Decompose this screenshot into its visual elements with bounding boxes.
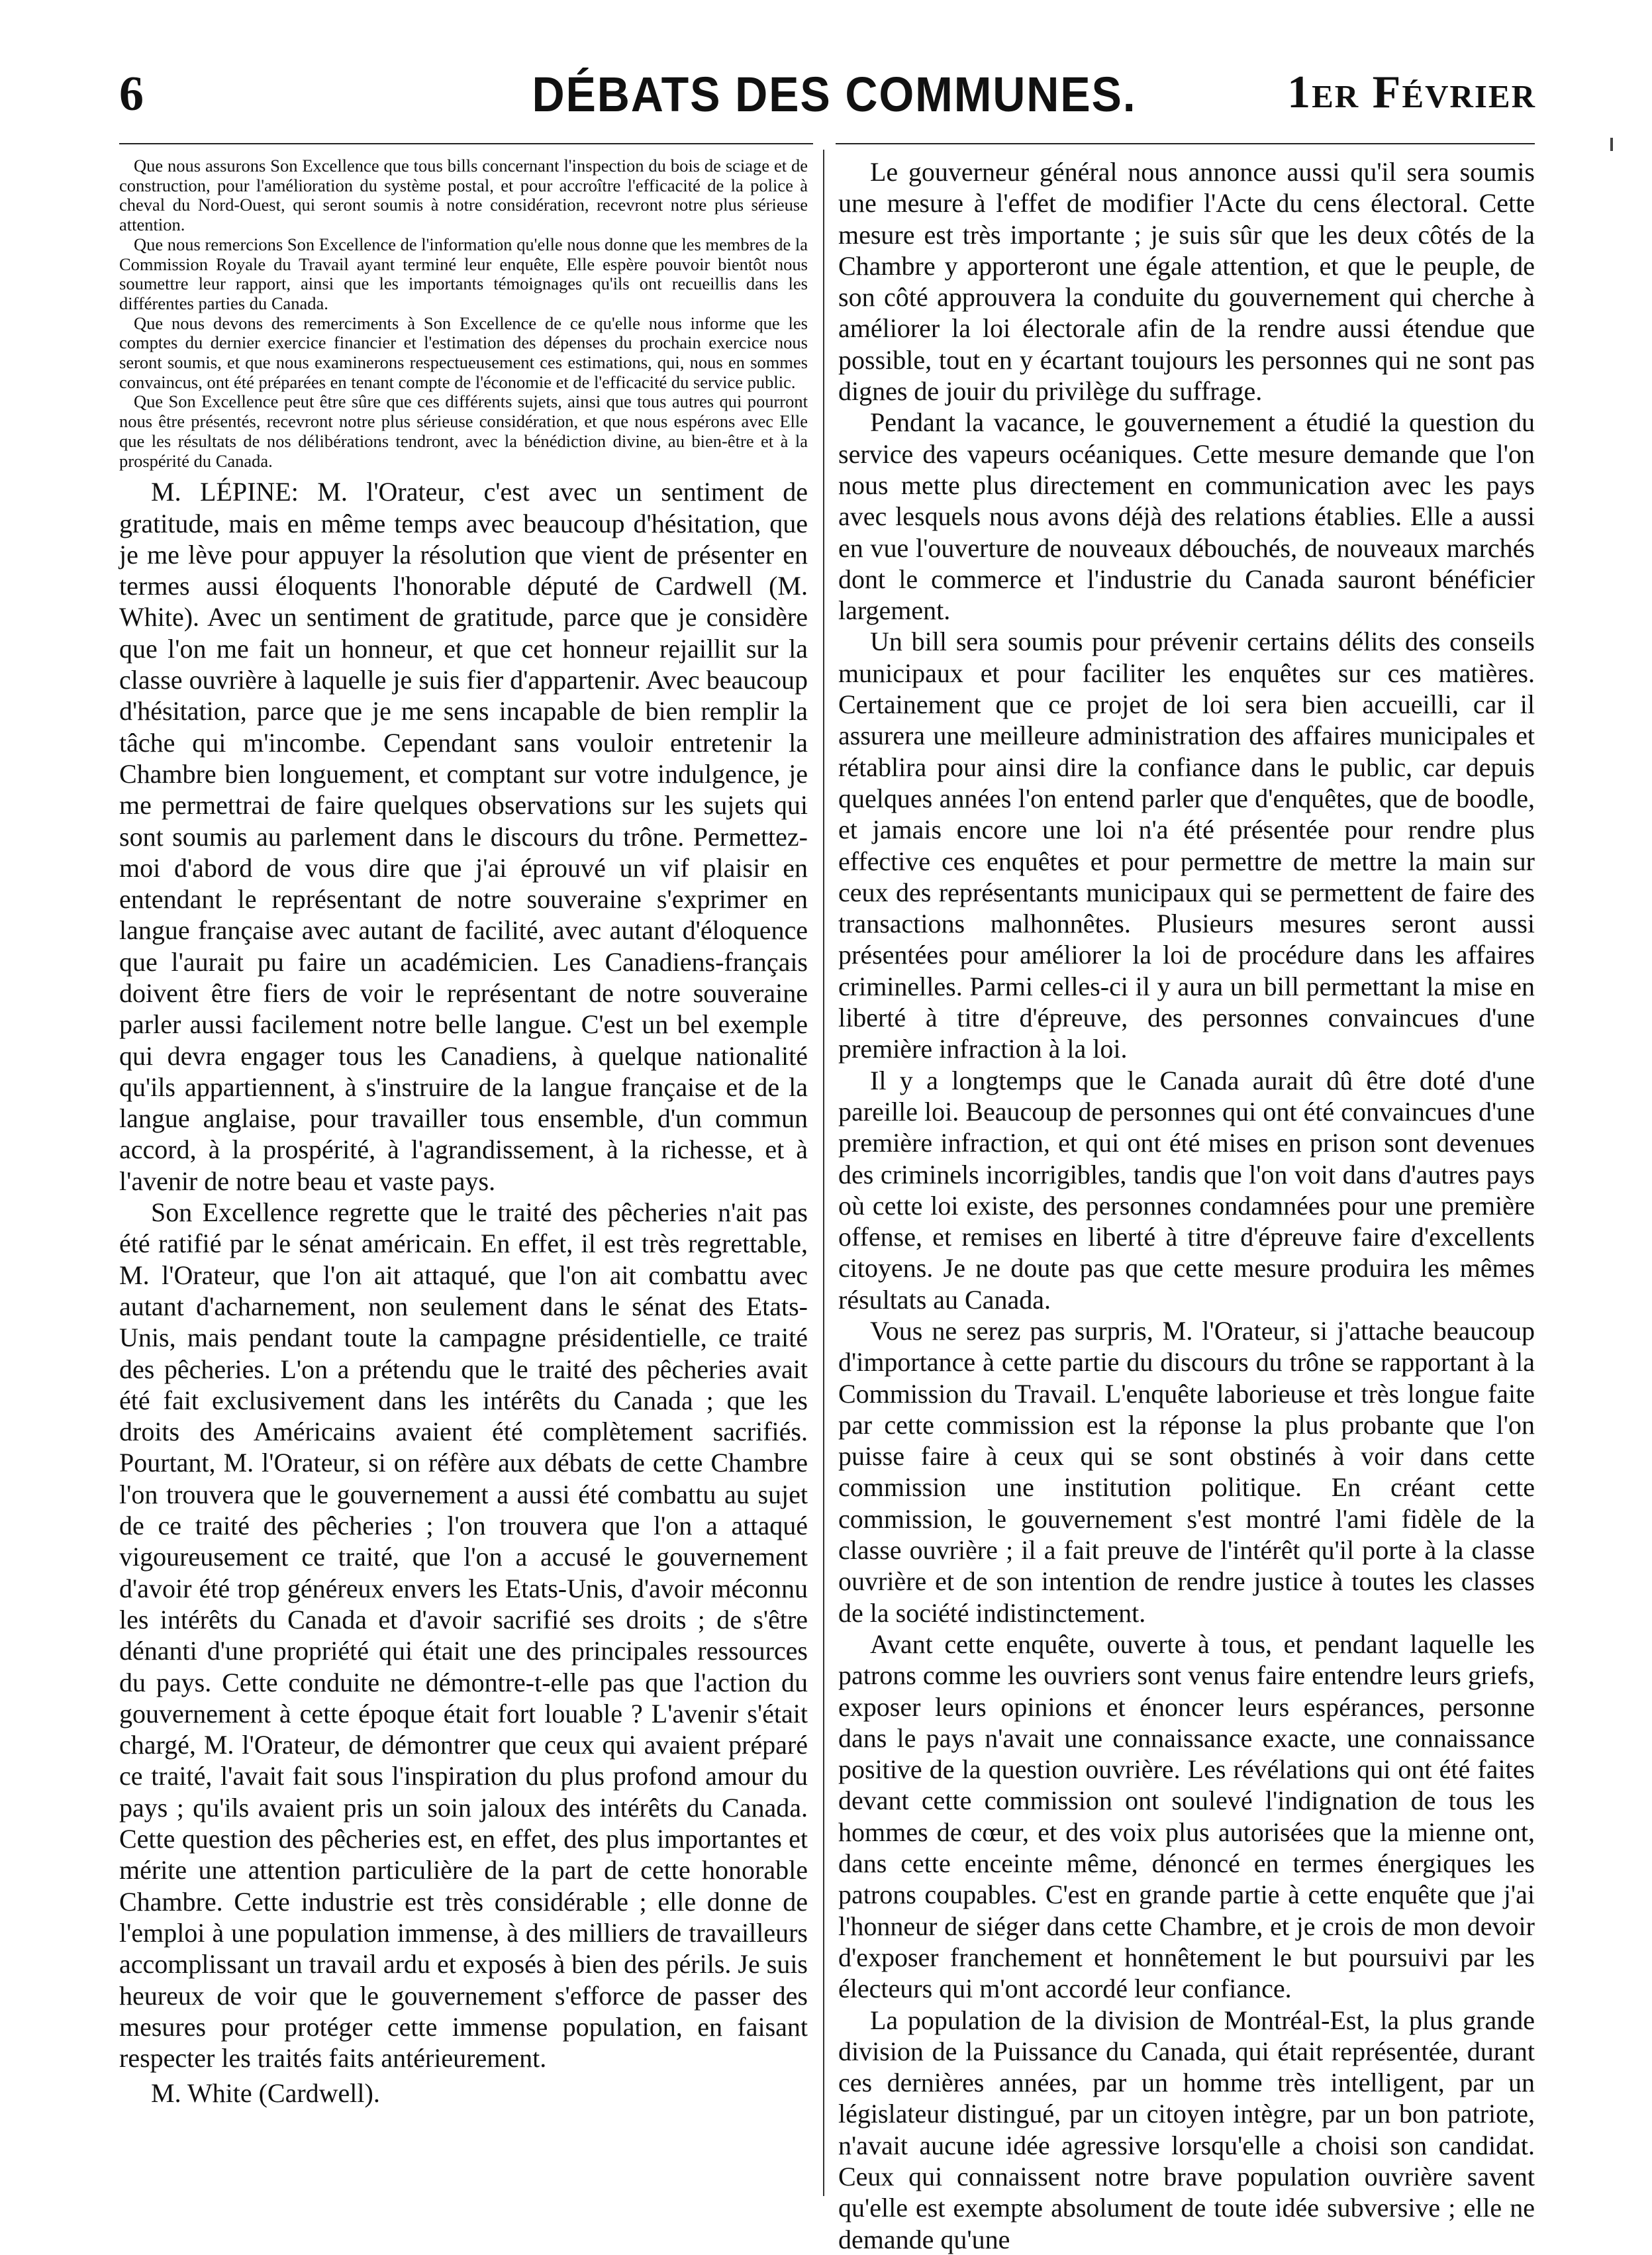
speaker-name: M. LÉPINE: (151, 477, 299, 507)
address-paragraph: Que nous remercions Son Excellence de l'information qu'elle nous donne que les membres de la Commission Royale du Travail ayant terminé leur enquête, Elle espère pouvoir bientôt nous soumettre leur rapport, ainsi que les importants témoignages qu'ils ont recueillis dans les différentes parties du Canada. (119, 234, 808, 313)
header-rule-left (119, 143, 813, 144)
column-divider (823, 150, 824, 2196)
speech-paragraph: Un bill sera soumis pour prévenir certains délits des conseils municipaux et pour faciliter les enquêtes sur ces matières. Certainement que ce projet de loi sera bien accueilli, car il assurera une meilleure administration des affaires municipales et rétablira pour ainsi dire la confiance dans le public, car depuis quelques années l'on entend parler que d'enquêtes, que de boodle, et jamais encore une loi n'a été présentée pour rendre plus effective ces enquêtes et pour permettre de mettre la main sur ceux des représentants municipaux qui se permettent de faire des transactions malhonnêtes. Plusieurs mesures seront aussi présentées pour améliorer la loi de procédure dans les affaires criminelles. Parmi celles-ci il y aura un bill permettant la mise en liberté à titre d'épreuve, des personnes convaincues d'une première infraction à la loi. (838, 626, 1535, 1064)
speech-paragraph: Son Excellence regrette que le traité des pêcheries n'ait pas été ratifié par le sénat américain. En effet, il est très regrettable, M. l'Orateur, que l'on ait attaqué, que l'on ait combattu avec autant d'acharnement, non seulement dans le sénat des Etats-Unis, mais pendant toute la campagne présidentielle, ce traité des pêcheries. L'on a prétendu que le traité des pêcheries avait été fait exclusivement dans les intérêts du Canada ; que les droits des Américains avaient été complètement sacrifiés. Pourtant, M. l'Orateur, si on réfère aux débats de cette Chambre l'on trouvera que le gouvernement a aussi été combattu au sujet de ce traité des pêcheries ; l'on trouvera que l'on a attaqué vigoureusement ce traité, que l'on a accusé le gouvernement d'avoir été trop généreux envers les Etats-Unis, d'avoir méconnu les intérêts du Canada et d'avoir sacrifié ses droits ; de s'être dénanti d'une propriété qui était une des principales ressources du pays. Cette conduite ne démontre-t-elle pas que l'action du gouvernement à cette époque était fort louable ? L'avenir s'était chargé, M. l'Orateur, de démontrer que ceux qui avaient préparé ce traité, l'avait fait sous l'inspiration du plus profond amour du pays ; qu'ils avaient pris un soin jaloux des intérêts du Canada. Cette question des pêcheries est, en effet, des plus importantes et mérite une attention particulière de la part de cette honorable Chambre. Cette industrie est très considérable ; elle donne de l'emploi à une population immense, à des milliers de travailleurs accomplissant un travail ardu et exposés à bien des périls. Je suis heureux de voir que le gouvernement s'efforce de passer des mesures pour protéger cette immense population, en faisant respecter les traités faits antérieurement. (119, 1197, 808, 2074)
speech-paragraph: Vous ne serez pas surpris, M. l'Orateur, si j'attache beaucoup d'importance à cette partie du discours du trône se rapportant à la Commission du Travail. L'enquête laborieuse et très longue faite par cette commission est la réponse la plus probante que l'on puisse faire à ceux qui se sont obstinés à voir dans cette commission une institution politique. En créant cette commission, le gouvernement s'est montré l'ami fidèle de la classe ouvrière ; il a fait preuve de l'intérêt qu'il porte à la classe ouvrière et de son intention de rendre justice à toutes les classes de la société indistinctement. (838, 1315, 1535, 1628)
speech-paragraph: Pendant la vacance, le gouvernement a étudié la question du service des vapeurs océaniques. Cette mesure demande que l'on nous mette plus directement en communication avec les pays avec lesquels nous avons déjà des relations établies. Elle a aussi en vue l'ouverture de nouveaux débouchés, de nouveaux marchés dont le commerce et l'industrie du Canada sauront bénéficier largement. (838, 407, 1535, 626)
page-header (119, 66, 1536, 132)
left-column (119, 156, 808, 2196)
right-column (838, 156, 1535, 2254)
speech-paragraph: La population de la division de Montréal-Est, la plus grande division de la Puissance du Canada, qui était représentée, durant ces dernières années, par un homme très intelligent, par un législateur distingué, par un citoyen intègre, par un bon patriote, n'avait aucune idée agressive lorsqu'elle a choisi son candidat. Ceux qui connaissent notre brave population ouvrière savent qu'elle est exempte absolument de toute idée subversive ; elle ne demande qu'une (838, 2005, 1535, 2254)
speech-paragraph: Avant cette enquête, ouverte à tous, et pendant laquelle les patrons comme les ouvriers sont venus faire entendre leurs griefs, exposer leurs opinions et énoncer leurs espérances, personne dans le pays n'avait une connaissance exacte, une connaissance positive de la question ouvrière. Les révélations qui ont été faites devant cette commission ont soulevé l'indignation de tous les hommes de cœur, et des voix plus autorisées que la mienne ont, dans cette enceinte même, dénoncé en termes énergiques les patrons coupables. C'est en grande partie à cette enquête que j'ai l'honneur de siéger dans cette Chambre, et je crois de mon devoir d'exposer franchement et honnêtement le but poursuivi par les électeurs qui m'ont accordé leur confiance. (838, 1629, 1535, 2004)
speech-paragraph (119, 476, 808, 1197)
header-rule-right (836, 143, 1535, 144)
speech-paragraph: Il y a longtemps que le Canada aurait dû être doté d'une pareille loi. Beaucoup de personnes qui ont été convaincues d'une première infraction, et qui ont été mises en prison sont devenues des criminels incorrigibles, tandis que l'on voit dans d'autres pays où cette loi existe, des personnes condamnées pour une première offense, et remises en liberté à titre d'épreuve faire d'excellents citoyens. Je ne doute pas que cette mesure produira les mêmes résultats au Canada. (838, 1065, 1535, 1315)
page-title: DÉBATS DES COMMUNES. (532, 67, 1137, 122)
address-paragraph: Que nous devons des remerciments à Son Excellence de ce qu'elle nous informe que les comptes du dernier exercice financier et l'estimation des dépenses du prochain exercice nous seront soumis, et que nous examinerons respectueusement ces estimations, qui, nous en sommes convaincus, ont été préparées en tenant compte de l'économie et de l'efficacité du service public. (119, 313, 808, 392)
speaker-signoff: M. White (Cardwell). (151, 2078, 380, 2109)
address-paragraph: Que nous assurons Son Excellence que tous bills concernant l'inspection du bois de sciage et de construction, pour l'amélioration du système postal, et pour accroître l'efficacité de la police à cheval du Nord-Ouest, qui seront soumis à notre considération, recevront notre plus sérieuse attention. (119, 156, 808, 235)
page-date: 1er Février (1287, 67, 1536, 118)
address-block (119, 156, 808, 471)
address-paragraph: Que Son Excellence peut être sûre que ces différents sujets, ainsi que tous autres qui pourront nous être présentés, recevront notre plus sérieuse considération, et que nous espérons avec Elle que les résultats de nos délibérations tendront, avec la bénédiction divine, au bien-être et à la prospérité du Canada. (119, 391, 808, 471)
page-number: 6 (119, 67, 144, 121)
speech-text: M. l'Orateur, c'est avec un sentiment de gratitude, mais en même temps avec beaucoup d'hésitation, que je me lève pour appuyer la résolution que vient de présenter en termes aussi éloquents l'honorable député de Cardwell (M. White). Avec un sentiment de gratitude, parce que je considère que l'on me fait un honneur, et que cet honneur rejaillit sur la classe ouvrière à laquelle je suis fier d'appartenir. Avec beaucoup d'hésitation, parce que je me sens incapable de bien remplir la tâche qui m'incombe. Cependant sans vouloir entretenir la Chambre bien longuement, et comptant sur votre indulgence, je me permettrai de faire quelques observations sur les sujets qui sont soumis au parlement dans le discours du trône. Permettez-moi d'abord de vous dire que j'ai éprouvé un vif plaisir en entendant le représentant de notre souveraine s'exprimer en langue française avec autant de facilité, avec autant d'éloquence que l'aurait pu faire un académicien. Les Canadiens-français doivent être fiers de voir le représentant de notre souveraine parler aussi facilement notre belle langue. C'est un bel exemple qui devra engager tous les Canadiens, à quelque nationalité qu'ils appartiennent, à s'instruire de la langue française et de la langue anglaise, pour travailler tous ensemble, d'un commun accord, à la prospérité, à l'agrandissement, à la richesse, et à l'avenir de notre beau et vaste pays. (119, 477, 808, 1196)
speech-paragraph: Le gouverneur général nous annonce aussi qu'il sera soumis une mesure à l'effet de modifier l'Acte du cens électoral. Cette mesure est très importante ; je suis sûr que les deux côtés de la Chambre y apporteront une égale attention, et que le peuple, de son côté approuvera la conduite du gouvernement qui cherche à améliorer la loi électorale afin de la rendre aussi étendue que possible, tout en y écartant toujours les personnes qui ne sont pas dignes de jouir du privilège du suffrage. (838, 157, 1535, 407)
speech-lepine (119, 476, 808, 2074)
print-mark (1610, 138, 1613, 151)
